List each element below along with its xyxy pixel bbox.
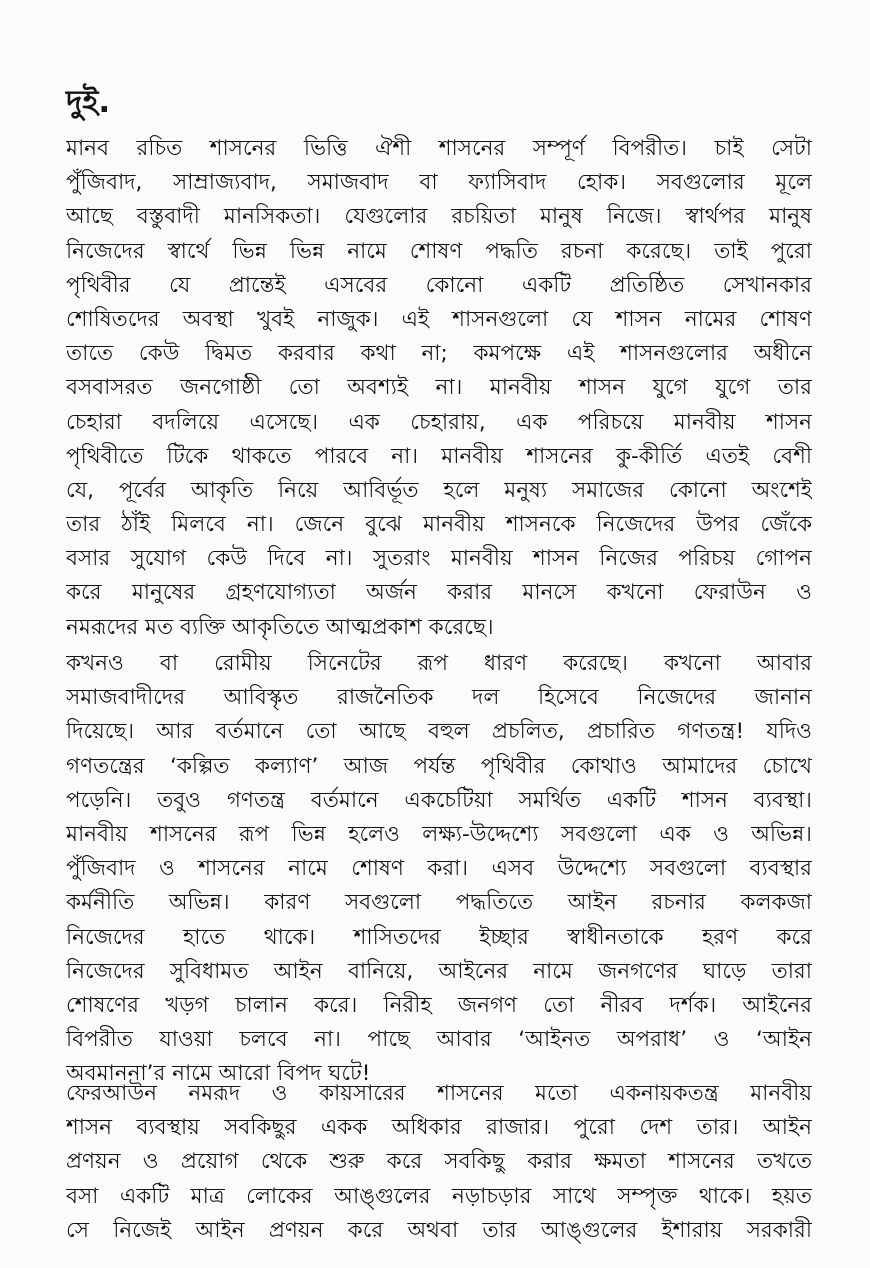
text-line: তাতে কেউ দ্বিমত করবার কথা না; কমপক্ষে এই শাসনগুলোর অধীনে (66, 341, 812, 367)
text-line: বসা একটি মাত্র লোকের আঙ্গুলের নড়াচড়ার সাথে সম্পৃক্ত থাকে। হয়ত (66, 1183, 812, 1209)
text-line: নিজেদের হাতে থাকে। শাসিতদের ইচ্ছার স্বাধীনতাকে হরণ করে (66, 924, 812, 950)
text-line: শোষিতদের অবস্থা খুবই নাজুক। এই শাসনগুলো যে শাসন নামের শোষণ (66, 306, 812, 332)
text-line: নিজেদের সুবিধামত আইন বানিয়ে, আইনের নামে জনগণের ঘাড়ে তারা (66, 958, 812, 984)
text-line: পৃথিবীর যে প্রান্তেই এসবের কোনো একটি প্রতিষ্ঠিত সেখানকার (66, 272, 812, 298)
paragraph-1 (66, 132, 812, 645)
text-line: বসবাসরত জনগোষ্ঠী তো অবশ্যই না। মানবীয় শাসন যুগে যুগে তার (66, 375, 812, 401)
text-line: শোষণের খড়গ চালান করে। নিরীহ জনগণ তো নীরব দর্শক। আইনের (66, 992, 812, 1018)
text-line: ফেরআউন নমরূদ ও কায়সারের শাসনের মতো একনায়কতন্ত্র মানবীয় (66, 1081, 812, 1106)
text-line: চেহারা বদলিয়ে এসেছে। এক চেহারায়, এক পরিচয়ে মানবীয় শাসন (66, 409, 812, 435)
text-line: মানবীয় শাসনের রূপ ভিন্ন হলেও লক্ষ্য-উদ্দেশ্যে সবগুলো এক ও অভিন্ন। (66, 821, 812, 847)
text-line: নিজেদের স্বার্থে ভিন্ন ভিন্ন নামে শোষণ পদ্ধতি রচনা করেছে। তাই পুরো (66, 238, 812, 264)
text-line: বিপরীত যাওয়া চলবে না। পাছে আবার ‘আইনত অপরাধ’ ও ‘আইন (66, 1027, 812, 1053)
section-heading: দুই. (66, 84, 111, 120)
text-line: পুঁজিবাদ, সাম্রাজ্যবাদ, সমাজবাদ বা ফ্যাসিবাদ হোক। সবগুলোর মূলে (66, 170, 812, 196)
text-line: শাসন ব্যবস্থায় সবকিছুর একক অধিকার রাজার। পুরো দেশ তার। আইন (66, 1115, 812, 1141)
paragraph-3 (66, 1077, 812, 1248)
text-line: বসার সুযোগ কেউ দিবে না। সুতরাং মানবীয় শাসন নিজের পরিচয় গোপন (66, 546, 812, 572)
text-line: গণতন্ত্রের ‘কল্পিত কল্যাণ’ আজ পর্যন্ত পৃথিবীর কোথাও আমাদের চোখে (66, 753, 812, 779)
text-line: অবমাননা’র নামে আরো বিপদ ঘটে! (66, 1061, 371, 1087)
text-line: পড়েনি। তবুও গণতন্ত্র বর্তমানে একচেটিয়া সমর্থিত একটি শাসন ব্যবস্থা। (66, 787, 812, 813)
text-line: নমরূদের মত ব্যক্তি আকৃতিতে আত্মপ্রকাশ করেছে। (66, 614, 494, 640)
text-line: সে নিজেই আইন প্রণয়ন করে অথবা তার আঙ্গুলের ইশারায় সরকারী (66, 1217, 812, 1243)
text-line: কখনও বা রোমীয় সিনেটের রূপ ধারণ করেছে। কখনো আবার (66, 651, 812, 676)
text-line: যে, পূর্বের আকৃতি নিয়ে আবির্ভূত হলে মনুষ্য সমাজের কোনো অংশেই (66, 477, 812, 503)
text-line: পৃথিবীতে টিকে থাকতে পারবে না। মানবীয় শাসনের কু-কীর্তি এতই বেশী (66, 443, 812, 469)
text-line: সমাজবাদীদের আবিস্কৃত রাজনৈতিক দল হিসেবে নিজেদের জানান (66, 685, 812, 711)
text-line: আছে বস্তুবাদী মানসিকতা। যেগুলোর রচয়িতা মানুষ নিজে। স্বার্থপর মানুষ (66, 204, 812, 230)
text-line: পুঁজিবাদ ও শাসনের নামে শোষণ করা। এসব উদ্দেশ্যে সবগুলো ব্যবস্থার (66, 856, 812, 882)
text-line: প্রণয়ন ও প্রয়োগ থেকে শুরু করে সবকিছু করার ক্ষমতা শাসনের তখতে (66, 1149, 812, 1175)
text-line: কর্মনীতি অভিন্ন। কারণ সবগুলো পদ্ধতিতে আইন রচনার কলকজা (66, 890, 812, 916)
paragraph-2 (66, 647, 812, 1091)
text-line: দিয়েছে। আর বর্তমানে তো আছে বহুল প্রচলিত, প্রচারিত গণতন্ত্র! যদিও (66, 719, 812, 745)
text-line: মানব রচিত শাসনের ভিত্তি ঐশী শাসনের সম্পূর্ণ বিপরীত। চাই সেটা (66, 136, 812, 161)
text-line: করে মানুষের গ্রহণযোগ্যতা অর্জন করার মানসে কখনো ফেরাউন ও (66, 580, 812, 606)
text-line: তার ঠাঁই মিলবে না। জেনে বুঝে মানবীয় শাসনকে নিজেদের উপর জেঁকে (66, 512, 812, 538)
